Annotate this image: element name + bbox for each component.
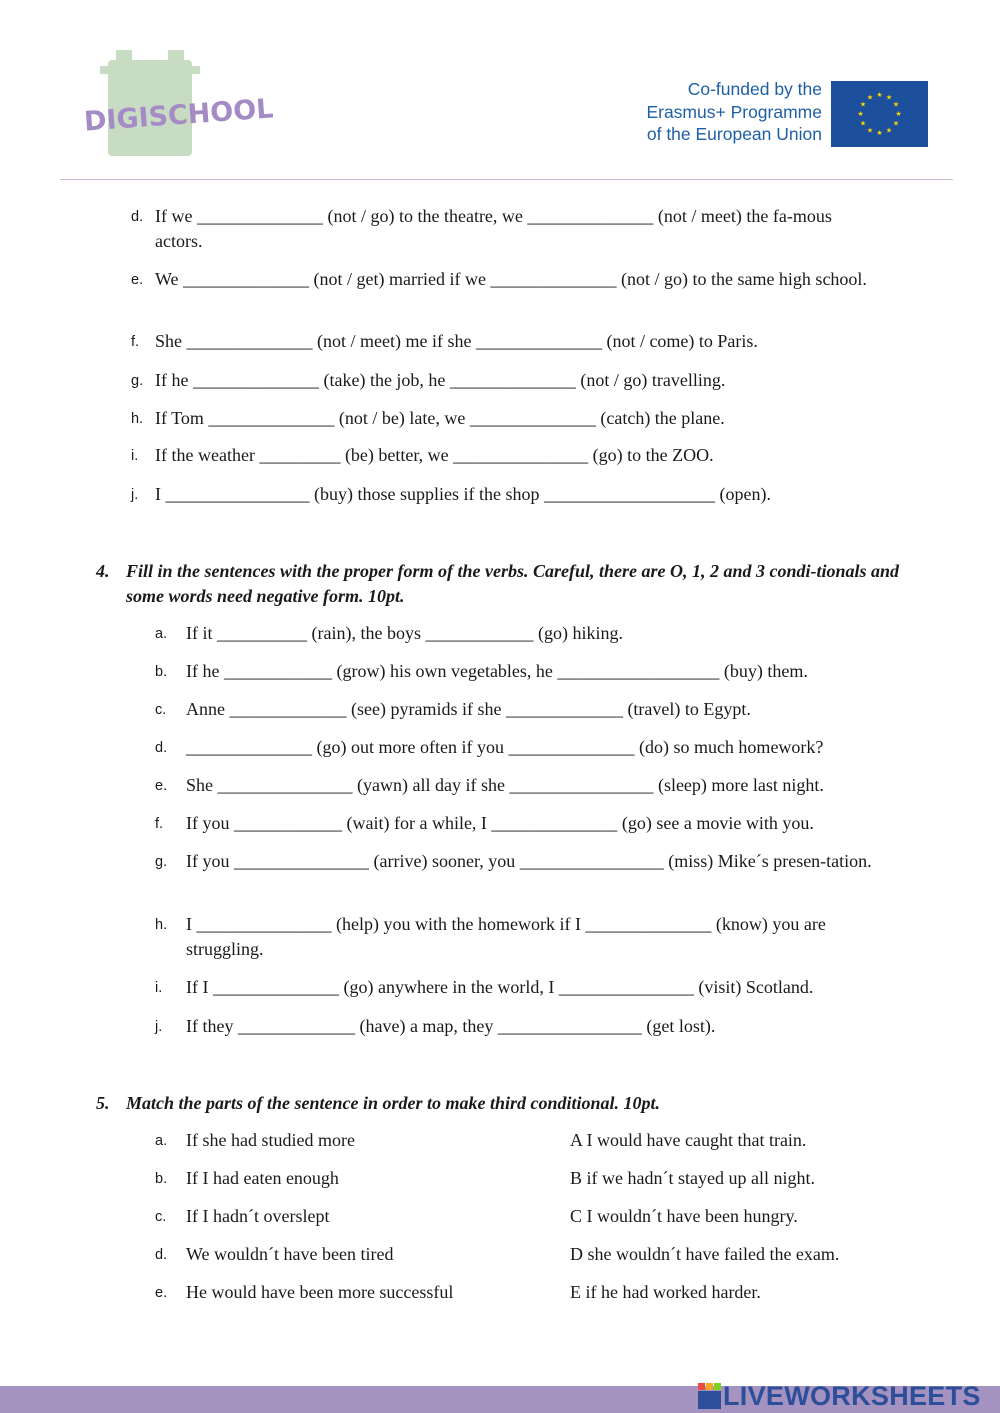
item-text: If you _______________ (arrive) sooner, you ________________ (miss) Mike´s presen-tation. [186,851,872,871]
list-item [155,849,905,899]
item-label: g. [155,854,168,870]
svg-text:★: ★ [892,100,900,109]
item-label: j. [155,1019,163,1035]
item-text: Anne _____________ (see) pyramids if she _____________ (travel) to Egypt. [186,699,751,719]
item-label: a. [155,1133,168,1149]
item-label: b. [155,664,168,680]
question-title: Fill in the sentences with the proper form of the verbs. Careful, there are O, 1, 2 and 3 condi-tionals and some words need negative form. 10pt. [126,561,900,606]
item-text: If it __________ (rain), the boys ____________ (go) hiking. [186,623,623,643]
svg-text:★: ★ [895,110,902,118]
item-text: If he ____________ (grow) his own vegetables, he __________________ (buy) them. [186,661,808,681]
match-right-item: A I would have caught that train. [570,1130,807,1150]
item-text: If they _____________ (have) a map, they ________________ (get lost). [186,1016,716,1036]
item-label: e. [155,1285,168,1301]
item-label: i. [131,448,139,464]
item-label: a. [155,626,168,642]
item-text: ______________ (go) out more often if you ______________ (do) so much homework? [186,737,824,757]
match-right-item: D she wouldn´t have failed the exam. [570,1244,840,1264]
question-title: Match the parts of the sentence in order to make third conditional. 10pt. [126,1093,661,1113]
item-label: h. [131,411,144,427]
item-label: f. [155,816,164,832]
logo-text: DIGISCHOOL [83,93,275,138]
svg-text:★: ★ [876,129,883,137]
item-text: I _______________ (help) you with the homework if I ______________ (know) you are struggling. [186,914,826,959]
svg-text:★: ★ [859,119,867,128]
eu-cofunded-text [600,78,822,146]
item-label: e. [131,272,144,288]
item-label: c. [155,1209,167,1225]
list-item [131,267,891,317]
item-text: We wouldn´t have been tired [186,1244,394,1264]
item-text: If I had eaten enough [186,1168,339,1188]
svg-text:★: ★ [885,126,893,135]
svg-text:★: ★ [885,93,893,102]
footer-brand-text: LIVEWORKSHEETS [723,1380,981,1411]
header-divider [60,179,953,180]
svg-text:★: ★ [866,126,874,135]
item-text: If the weather _________ (be) better, we _______________ (go) to the ZOO. [155,445,714,465]
match-right-item: E if he had worked harder. [570,1282,761,1302]
item-label: b. [155,1171,168,1187]
svg-text:★: ★ [859,100,867,109]
item-label: f. [131,334,140,350]
liveworksheets-logo [697,1379,981,1413]
item-text: If she had studied more [186,1130,355,1150]
page-header [0,0,1000,180]
question-4-heading [96,559,906,609]
item-label: e. [155,778,168,794]
liveworksheets-icon [697,1381,723,1411]
item-text: She _______________ (yawn) all day if she ________________ (sleep) more last night. [186,775,824,795]
svg-text:★: ★ [892,119,900,128]
item-label: d. [155,1247,168,1263]
match-right-item: C I wouldn´t have been hungry. [570,1206,798,1226]
item-text: He would have been more successful [186,1282,454,1302]
item-label: c. [155,702,167,718]
eu-line-3: of the European Union [646,124,822,144]
item-label: g. [131,373,144,389]
item-label: d. [155,740,168,756]
match-right-item: B if we hadn´t stayed up all night. [570,1168,815,1188]
item-text: If I ______________ (go) anywhere in the world, I _______________ (visit) Scotland. [186,977,814,997]
item-text: If he ______________ (take) the job, he ______________ (not / go) travelling. [155,370,726,390]
question-5-heading [96,1091,906,1116]
question-number: 4. [96,561,110,581]
list-item [155,912,905,962]
item-text: If I hadn´t overslept [186,1206,330,1226]
item-text: We ______________ (not / get) married if we ______________ (not / go) to the same high school. [155,269,867,289]
eu-line-2: Erasmus+ Programme [646,101,822,122]
item-text: If Tom ______________ (not / be) late, we ______________ (catch) the plane. [155,408,725,428]
item-text: If you ____________ (wait) for a while, I ______________ (go) see a movie with you. [186,813,814,833]
item-text: I ________________ (buy) those supplies if the shop ___________________ (open). [155,484,771,504]
question-number: 5. [96,1093,110,1113]
eu-line-1: Co-funded by the [687,79,822,99]
svg-text:★: ★ [857,110,864,118]
item-label: i. [155,980,163,996]
item-label: h. [155,917,168,933]
digischool-logo [80,48,275,158]
svg-text:★: ★ [876,91,883,99]
eu-flag-icon [831,81,928,147]
list-item [131,204,876,254]
svg-text:★: ★ [866,93,874,102]
item-label: d. [131,209,144,225]
item-text: She ______________ (not / meet) me if she ______________ (not / come) to Paris. [155,331,758,351]
item-label: j. [131,487,139,503]
item-text: If we ______________ (not / go) to the theatre, we ______________ (not / meet) the fa-mous actors. [155,206,832,251]
